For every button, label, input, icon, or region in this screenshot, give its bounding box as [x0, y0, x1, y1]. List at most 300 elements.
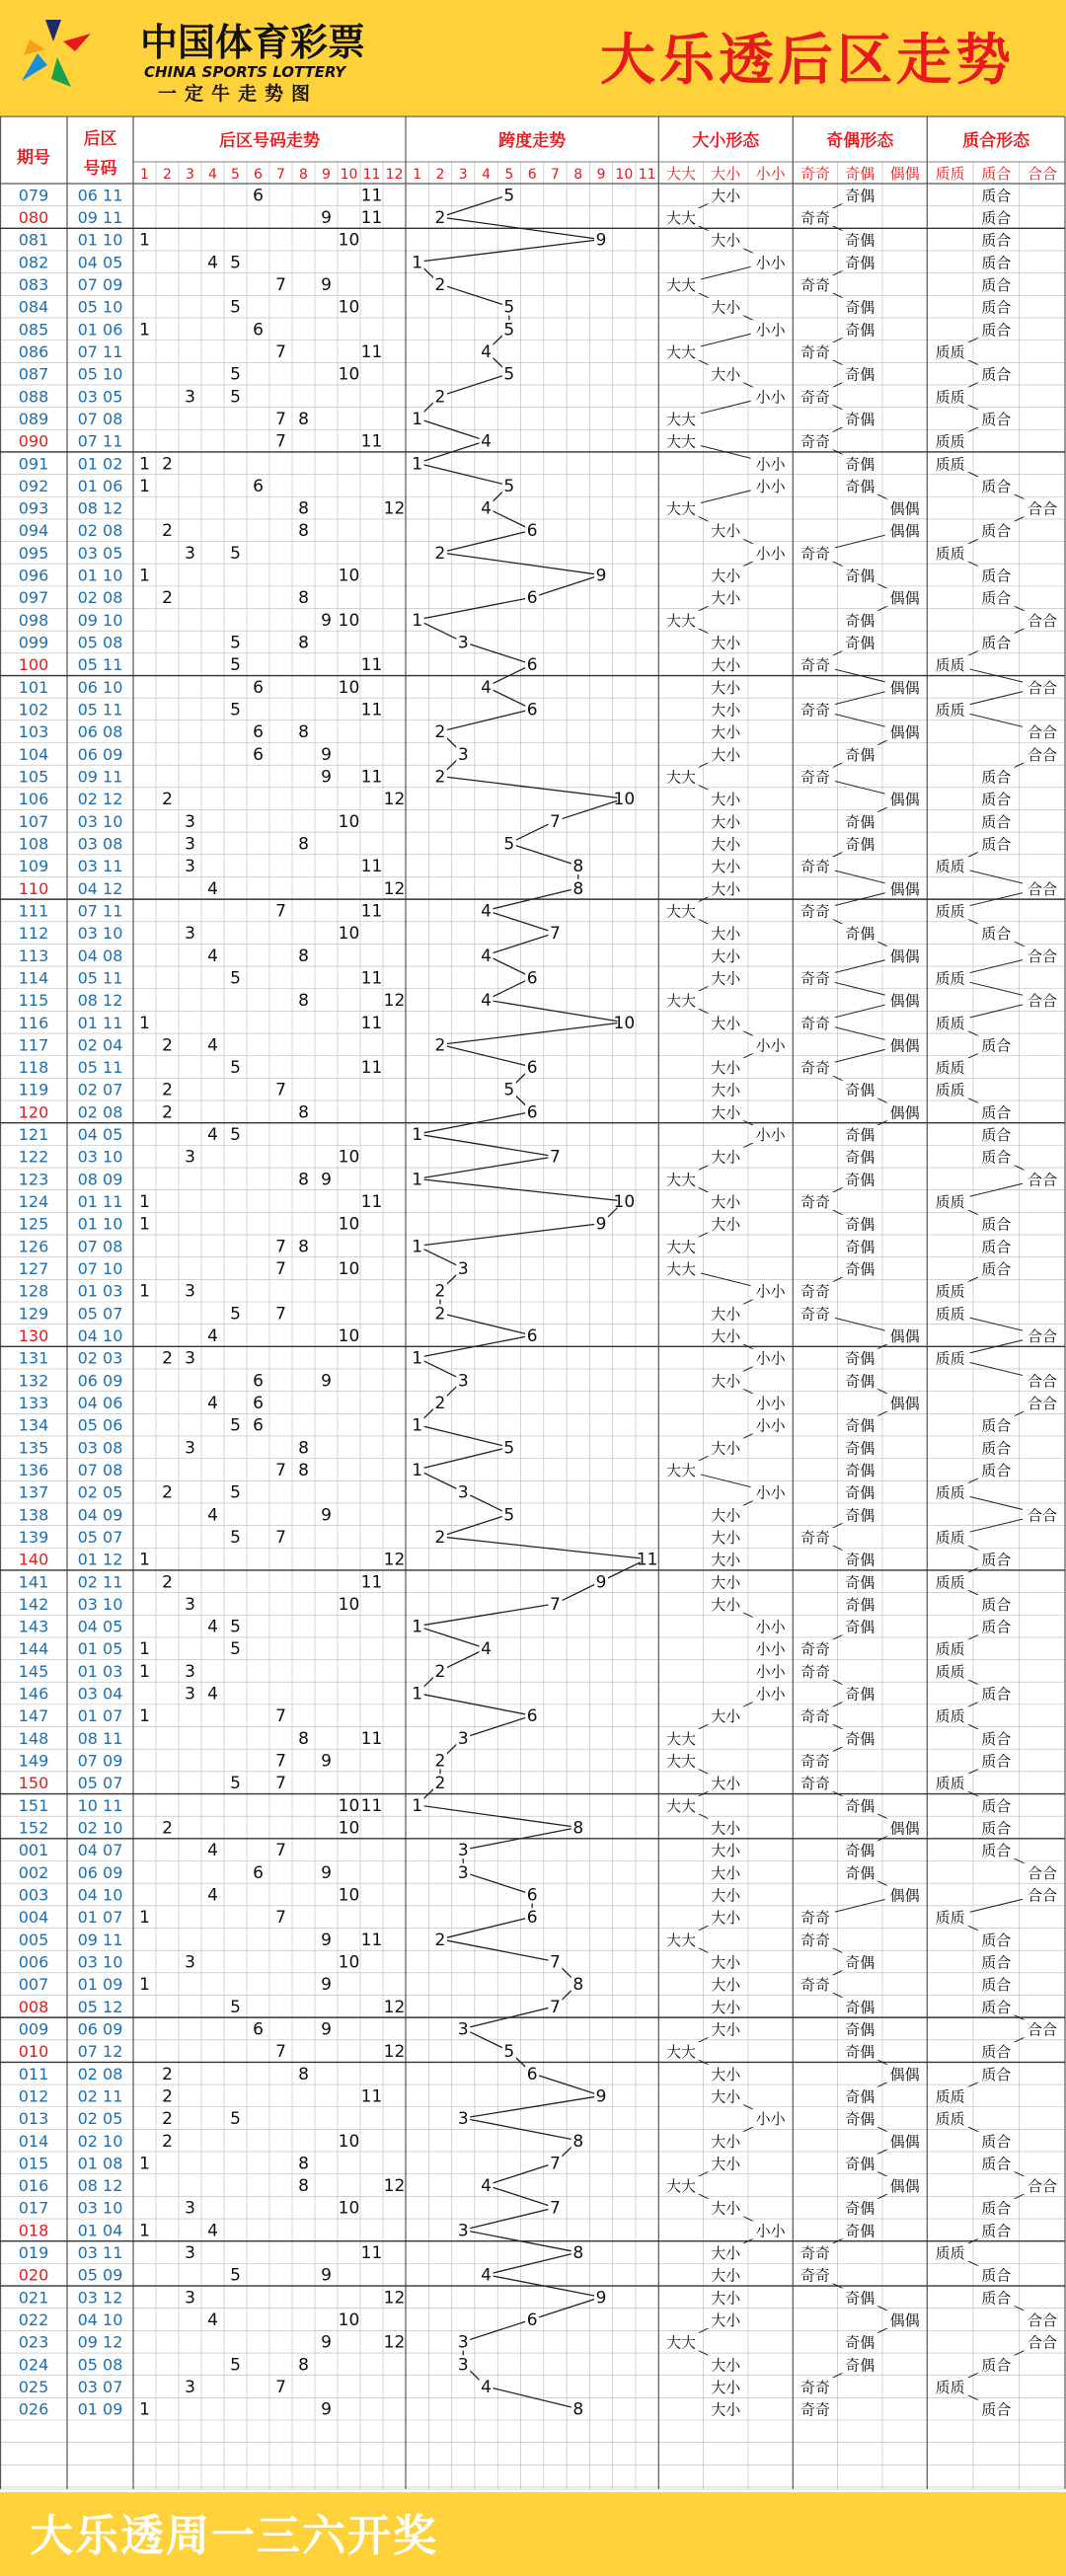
prime-form-mark: 质质	[935, 2244, 965, 2263]
period-cell: 093	[18, 498, 49, 518]
prime-form-mark: 质质	[935, 342, 965, 361]
parity-form-mark: 偶偶	[889, 522, 920, 541]
header-size: 大小形态	[692, 131, 760, 151]
span-value-mark: 2	[434, 274, 446, 295]
size-form-mark: 大大	[665, 1796, 696, 1815]
span-value-mark: 3	[457, 1482, 469, 1503]
back-numbers-cell: 03 11	[77, 857, 123, 876]
back-numbers-cell: 09 12	[77, 2332, 123, 2352]
size-form-mark: 大小	[711, 2289, 741, 2308]
trend-number-mark: 9	[321, 207, 332, 228]
trend-number-mark: 11	[360, 186, 383, 206]
logo-slogan-text: 一定牛走势图	[158, 83, 319, 105]
span-value-mark: 4	[481, 2265, 492, 2286]
trend-number-mark: 10	[338, 1952, 360, 1973]
span-value-mark: 2	[434, 1774, 446, 1794]
prime-form-mark: 质合	[981, 477, 1012, 495]
period-cell: 080	[18, 207, 49, 227]
prime-form-mark: 质合	[981, 1618, 1012, 1636]
parity-form-mark: 奇奇	[800, 1059, 830, 1078]
period-cell: 124	[18, 1192, 49, 1212]
trend-number-mark: 11	[360, 767, 383, 788]
header-period: 期号	[17, 148, 50, 168]
header-number-col: 5	[231, 167, 240, 183]
back-numbers-cell: 02 10	[77, 2131, 123, 2151]
period-cell: 003	[18, 1885, 49, 1905]
span-value-mark: 9	[595, 1572, 607, 1593]
prime-form-mark: 质合	[981, 2132, 1012, 2151]
trend-number-mark: 5	[230, 1482, 241, 1503]
back-numbers-cell: 07 12	[77, 2042, 123, 2062]
trend-number-mark: 3	[185, 811, 195, 832]
back-numbers-cell: 02 07	[77, 1080, 123, 1099]
span-value-mark: 4	[481, 901, 492, 922]
span-value-mark: 4	[481, 2378, 492, 2398]
parity-form-mark: 奇偶	[845, 1551, 876, 1569]
parity-form-mark: 奇奇	[800, 858, 830, 876]
back-numbers-cell: 01 07	[77, 1706, 123, 1726]
period-cell: 095	[18, 543, 49, 563]
span-value-mark: 1	[412, 454, 423, 475]
period-cell: 109	[18, 857, 49, 876]
size-form-mark: 大小	[711, 745, 741, 764]
trend-number-mark: 5	[230, 297, 241, 318]
header-span-col: 11	[638, 167, 656, 183]
back-numbers-cell: 01 02	[77, 454, 123, 474]
span-value-mark: 4	[481, 431, 492, 452]
parity-form-mark: 奇偶	[845, 321, 876, 340]
trend-number-mark: 2	[162, 1102, 173, 1123]
prime-form-mark: 质质	[935, 2087, 965, 2106]
span-value-mark: 3	[457, 633, 469, 653]
period-cell: 008	[18, 1997, 49, 2016]
trend-number-mark: 8	[298, 521, 309, 542]
header-trend: 后区号码走势	[219, 131, 320, 151]
span-value-mark: 4	[481, 2176, 492, 2197]
size-form-mark: 大小	[711, 723, 741, 742]
size-form-mark: 大小	[711, 2379, 741, 2397]
trend-number-mark: 7	[275, 1304, 286, 1325]
prime-form-mark: 质合	[981, 1439, 1012, 1458]
prime-form-mark: 质合	[981, 254, 1012, 272]
size-form-mark: 大大	[665, 432, 696, 451]
trend-number-mark: 7	[275, 341, 286, 362]
span-value-mark: 2	[434, 1751, 446, 1772]
period-cell: 082	[18, 253, 49, 272]
period-cell: 089	[18, 409, 49, 428]
trend-number-mark: 3	[185, 834, 195, 855]
period-cell: 132	[18, 1371, 49, 1391]
prime-form-mark: 质合	[981, 2155, 1012, 2173]
span-value-mark: 5	[503, 297, 515, 318]
parity-form-mark: 奇奇	[800, 1282, 830, 1301]
parity-form-mark: 奇偶	[845, 254, 876, 272]
parity-form-mark: 偶偶	[889, 2065, 920, 2084]
header-span-col: 3	[458, 167, 468, 183]
size-form-mark: 大大	[665, 2177, 696, 2196]
parity-form-mark: 奇偶	[845, 925, 876, 944]
parity-form-mark: 奇奇	[800, 544, 830, 563]
period-cell: 126	[18, 1237, 49, 1256]
size-form-mark: 大小	[711, 969, 741, 988]
span-value-mark: 3	[457, 2355, 469, 2376]
size-form-mark: 大小	[711, 1215, 741, 1234]
span-value-mark: 5	[503, 364, 515, 385]
trend-number-mark: 8	[298, 2176, 309, 2197]
trend-number-mark: 12	[383, 991, 406, 1012]
prime-form-mark: 合合	[1027, 611, 1057, 630]
logo-cn-text: 中国体育彩票	[140, 21, 366, 64]
size-form-mark: 大小	[711, 2020, 741, 2039]
logo-star-piece	[24, 39, 45, 55]
back-numbers-cell: 08 09	[77, 1170, 123, 1189]
prime-form-mark: 质质	[935, 544, 965, 563]
span-value-mark: 5	[503, 2042, 515, 2063]
size-form-mark: 小小	[755, 544, 786, 563]
period-cell: 002	[18, 1862, 49, 1882]
trend-number-mark: 8	[298, 409, 309, 429]
size-form-mark: 大小	[711, 2311, 741, 2330]
trend-number-mark: 5	[230, 1058, 241, 1079]
span-value-mark: 7	[550, 2198, 561, 2219]
size-form-mark: 小小	[755, 1282, 786, 1301]
prime-form-mark: 质合	[981, 1595, 1012, 1614]
trend-number-mark: 12	[383, 1997, 406, 2017]
span-value-mark: 5	[503, 320, 515, 341]
prime-form-mark: 质合	[981, 2356, 1012, 2375]
span-value-mark: 8	[572, 2399, 584, 2420]
trend-number-mark: 8	[298, 588, 309, 609]
parity-form-mark: 奇偶	[845, 1842, 876, 1860]
trend-number-mark: 4	[207, 2311, 218, 2331]
parity-form-mark: 奇奇	[800, 1752, 830, 1771]
trend-number-mark: 1	[139, 2399, 150, 2420]
span-value-mark: 8	[572, 2243, 584, 2264]
span-value-mark: 6	[526, 2064, 538, 2084]
parity-form-mark: 偶偶	[889, 879, 920, 898]
back-numbers-cell: 01 09	[77, 2399, 123, 2419]
trend-number-mark: 6	[253, 320, 264, 341]
trend-number-mark: 10	[338, 2311, 360, 2331]
prime-form-mark: 质质	[935, 1573, 965, 1592]
trend-number-mark: 2	[162, 521, 173, 542]
trend-number-mark: 8	[298, 633, 309, 653]
back-numbers-cell: 05 07	[77, 1527, 123, 1547]
header-span-col: 1	[413, 167, 422, 183]
size-form-mark: 大小	[711, 1998, 741, 2016]
trend-number-mark: 10	[338, 677, 360, 698]
size-form-mark: 大小	[711, 1081, 741, 1099]
trend-number-mark: 8	[298, 991, 309, 1012]
parity-form-mark: 奇偶	[845, 477, 876, 495]
span-value-mark: 6	[526, 1058, 538, 1079]
prime-form-mark: 质质	[935, 1775, 965, 1793]
trend-number-mark: 10	[338, 1885, 360, 1906]
size-form-mark: 大小	[711, 2400, 741, 2419]
trend-number-mark: 4	[207, 1035, 218, 1056]
trend-number-mark: 3	[185, 1281, 195, 1302]
period-cell: 087	[18, 364, 49, 384]
prime-form-mark: 质合	[981, 208, 1012, 227]
header-number-col: 1	[140, 167, 149, 183]
span-value-mark: 5	[503, 476, 515, 496]
back-numbers-cell: 07 11	[77, 431, 123, 451]
period-cell: 101	[18, 677, 49, 697]
back-numbers-cell: 05 11	[77, 655, 123, 675]
parity-form-mark: 奇偶	[845, 1483, 876, 1502]
trend-number-mark: 7	[275, 1080, 286, 1100]
period-cell: 138	[18, 1505, 49, 1525]
prime-form-mark: 合合	[1027, 678, 1057, 697]
size-form-mark: 大大	[665, 1171, 696, 1189]
back-numbers-cell: 04 07	[77, 1841, 123, 1860]
period-cell: 086	[18, 341, 49, 361]
parity-form-mark: 奇偶	[845, 1953, 876, 1972]
period-cell: 128	[18, 1281, 49, 1301]
trend-number-mark: 5	[230, 1997, 241, 2017]
trend-number-mark: 11	[360, 341, 383, 362]
back-numbers-cell: 04 08	[77, 946, 123, 965]
trend-number-mark: 10	[338, 811, 360, 832]
span-value-mark: 2	[434, 767, 446, 788]
back-numbers-cell: 05 10	[77, 297, 123, 317]
prime-form-mark: 质质	[935, 1059, 965, 1078]
size-form-mark: 大小	[711, 589, 741, 608]
period-cell: 137	[18, 1482, 49, 1502]
parity-form-mark: 奇偶	[845, 1595, 876, 1614]
back-numbers-cell: 05 09	[77, 2265, 123, 2285]
parity-form-mark: 奇奇	[800, 701, 830, 720]
prime-form-mark: 质合	[981, 187, 1012, 205]
prime-form-mark: 质合	[981, 1148, 1012, 1167]
period-cell: 119	[18, 1080, 49, 1099]
trend-number-mark: 4	[207, 1393, 218, 1413]
size-form-mark: 大小	[711, 678, 741, 697]
parity-form-mark: 奇偶	[845, 2020, 876, 2039]
trend-number-mark: 4	[207, 878, 218, 899]
span-value-mark: 1	[412, 1617, 423, 1637]
parity-form-mark: 奇偶	[845, 1796, 876, 1815]
parity-form-mark: 奇奇	[800, 1931, 830, 1949]
size-form-mark: 大小	[711, 2087, 741, 2106]
trend-number-mark: 7	[275, 1460, 286, 1480]
back-numbers-cell: 02 05	[77, 1482, 123, 1502]
prime-form-mark: 质合	[981, 1036, 1012, 1055]
header-span-col: 5	[504, 167, 514, 183]
header-span-col: 8	[573, 167, 583, 183]
parity-form-mark: 奇奇	[800, 2244, 830, 2263]
back-numbers-cell: 01 10	[77, 566, 123, 585]
prime-form-mark: 质合	[981, 2400, 1012, 2419]
prime-form-mark: 质合	[981, 1461, 1012, 1479]
size-form-mark: 大小	[711, 947, 741, 965]
trend-number-mark: 3	[185, 2288, 195, 2309]
back-numbers-cell: 04 06	[77, 1393, 123, 1412]
period-cell: 004	[18, 1908, 49, 1928]
span-value-mark: 4	[481, 498, 492, 519]
span-value-mark: 1	[412, 1684, 423, 1705]
trend-number-mark: 5	[230, 1774, 241, 1794]
period-cell: 114	[18, 968, 49, 988]
trend-number-mark: 11	[360, 2086, 383, 2107]
size-form-mark: 大小	[711, 1909, 741, 1928]
trend-number-mark: 10	[338, 924, 360, 945]
parity-form-mark: 奇偶	[845, 2043, 876, 2062]
trend-number-mark: 11	[360, 2243, 383, 2264]
trend-number-mark: 2	[162, 1572, 173, 1593]
back-numbers-cell: 08 12	[77, 498, 123, 518]
prime-form-mark: 合合	[1027, 992, 1057, 1011]
prime-form-mark: 质质	[935, 2379, 965, 2397]
back-numbers-cell: 05 12	[77, 1997, 123, 2016]
header-span-col: 9	[596, 167, 606, 183]
period-cell: 022	[18, 2311, 49, 2330]
trend-number-mark: 1	[139, 1639, 150, 1660]
period-cell: 140	[18, 1550, 49, 1569]
trend-number-mark: 1	[139, 1192, 150, 1213]
parity-form-mark: 奇奇	[800, 656, 830, 675]
parity-form-mark: 奇偶	[845, 1461, 876, 1479]
prime-form-mark: 质合	[981, 1998, 1012, 2016]
size-form-mark: 大大	[665, 1260, 696, 1279]
trend-number-mark: 10	[338, 230, 360, 251]
back-numbers-cell: 02 08	[77, 1102, 123, 1122]
period-cell: 121	[18, 1125, 49, 1145]
prime-form-mark: 质合	[981, 522, 1012, 541]
parity-form-mark: 偶偶	[889, 791, 920, 809]
size-form-mark: 小小	[755, 477, 786, 495]
size-form-mark: 大大	[665, 208, 696, 227]
period-cell: 001	[18, 1841, 49, 1860]
prime-form-mark: 质质	[935, 1909, 965, 1928]
prime-form-mark: 合合	[1027, 1372, 1057, 1391]
page-title: 大乐透后区走势	[600, 29, 1015, 93]
back-numbers-cell: 07 09	[77, 274, 123, 294]
back-numbers-cell: 01 06	[77, 476, 123, 495]
size-form-mark: 大小	[711, 1819, 741, 1838]
span-value-mark: 1	[412, 1125, 423, 1146]
size-form-mark: 小小	[755, 1618, 786, 1636]
trend-number-mark: 10	[338, 610, 360, 631]
prime-form-mark: 质合	[981, 634, 1012, 652]
prime-form-mark: 质合	[981, 321, 1012, 340]
trend-number-mark: 5	[230, 387, 241, 408]
size-form-mark: 大小	[711, 522, 741, 541]
header-back-line1: 后区	[83, 129, 117, 149]
span-value-mark: 2	[434, 1304, 446, 1325]
prime-form-mark: 质合	[981, 835, 1012, 854]
trend-number-mark: 2	[162, 2109, 173, 2130]
span-value-mark: 7	[550, 811, 561, 832]
back-numbers-cell: 06 11	[77, 186, 123, 205]
back-numbers-cell: 05 10	[77, 364, 123, 384]
parity-form-mark: 奇偶	[845, 1618, 876, 1636]
size-form-mark: 大小	[711, 1551, 741, 1569]
trend-number-mark: 11	[360, 857, 383, 877]
size-form-mark: 大小	[711, 1014, 741, 1032]
period-cell: 136	[18, 1460, 49, 1479]
trend-number-mark: 4	[207, 1841, 218, 1861]
parity-form-mark: 偶偶	[889, 678, 920, 697]
back-numbers-cell: 07 08	[77, 1237, 123, 1256]
trend-number-mark: 11	[360, 207, 383, 228]
span-value-mark: 3	[457, 1728, 469, 1749]
trend-number-mark: 8	[298, 2064, 309, 2084]
back-numbers-cell: 03 10	[77, 1147, 123, 1167]
trend-number-mark: 4	[207, 2221, 218, 2241]
trend-number-mark: 7	[275, 2042, 286, 2063]
back-numbers-cell: 08 12	[77, 2176, 123, 2196]
prime-form-mark: 质合	[981, 1953, 1012, 1972]
trend-number-mark: 3	[185, 2378, 195, 2398]
back-numbers-cell: 03 07	[77, 2378, 123, 2397]
span-value-mark: 2	[434, 1035, 446, 1056]
trend-number-mark: 9	[321, 744, 332, 765]
parity-form-mark: 奇偶	[845, 1171, 876, 1189]
prime-form-mark: 质质	[935, 701, 965, 720]
back-numbers-cell: 07 09	[77, 1751, 123, 1771]
period-cell: 026	[18, 2399, 49, 2419]
period-cell: 146	[18, 1684, 49, 1704]
header-span-col: 2	[435, 167, 445, 183]
parity-form-mark: 奇偶	[845, 1863, 876, 1882]
size-form-mark: 大小	[711, 656, 741, 675]
span-value-mark: 2	[434, 1527, 446, 1548]
prime-form-mark: 质合	[981, 2289, 1012, 2308]
period-cell: 020	[18, 2265, 49, 2285]
header-span-col: 10	[615, 167, 634, 183]
trend-number-mark: 9	[321, 610, 332, 631]
header-parity: 奇偶形态	[826, 131, 894, 151]
back-numbers-cell: 01 10	[77, 230, 123, 250]
header-size-sub: 小小	[755, 165, 786, 183]
period-cell: 006	[18, 1952, 49, 1972]
prime-form-mark: 质合	[981, 1238, 1012, 1256]
back-numbers-cell: 01 11	[77, 1013, 123, 1032]
back-numbers-cell: 01 09	[77, 1975, 123, 1995]
size-form-mark: 大小	[711, 1775, 741, 1793]
trend-number-mark: 12	[383, 878, 406, 899]
back-numbers-cell: 07 08	[77, 1460, 123, 1479]
parity-form-mark: 奇偶	[845, 1148, 876, 1167]
trend-number-mark: 8	[298, 1170, 309, 1190]
header-parity-sub: 奇奇	[800, 165, 830, 183]
trend-number-mark: 11	[360, 1795, 383, 1816]
period-cell: 018	[18, 2221, 49, 2240]
back-numbers-cell: 04 10	[77, 1326, 123, 1345]
trend-number-mark: 11	[360, 655, 383, 676]
prime-form-mark: 质合	[981, 410, 1012, 428]
trend-number-mark: 3	[185, 543, 195, 564]
parity-form-mark: 奇奇	[800, 388, 830, 407]
parity-form-mark: 奇偶	[845, 1573, 876, 1592]
period-cell: 142	[18, 1594, 49, 1614]
trend-number-mark: 11	[360, 968, 383, 989]
prime-form-mark: 质合	[981, 1752, 1012, 1771]
span-value-mark: 6	[526, 1102, 538, 1123]
trend-number-mark: 2	[162, 2131, 173, 2152]
size-form-mark: 大大	[665, 768, 696, 787]
period-cell: 005	[18, 1930, 49, 1949]
period-cell: 013	[18, 2109, 49, 2129]
trend-number-mark: 1	[139, 1214, 150, 1235]
size-form-mark: 小小	[755, 321, 786, 340]
trend-number-mark: 12	[383, 790, 406, 810]
trend-number-mark: 7	[275, 274, 286, 295]
back-numbers-cell: 09 11	[77, 767, 123, 787]
prime-form-mark: 质质	[935, 2110, 965, 2129]
period-cell: 104	[18, 744, 49, 764]
